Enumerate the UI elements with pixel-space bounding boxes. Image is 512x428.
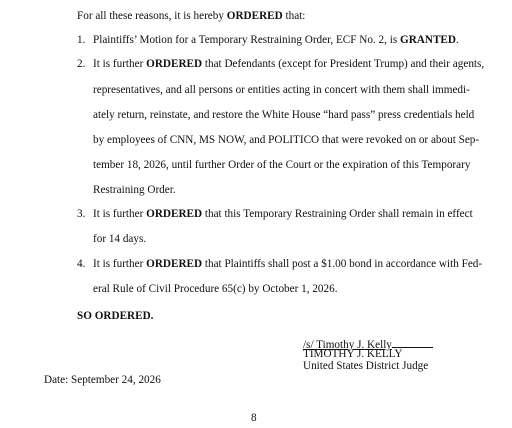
item-3-number: 3. [77,208,86,220]
item-1-number: 1. [77,34,86,46]
signature-underline [392,337,433,348]
item-text: It is further [93,58,147,70]
item-text: that Plaintiffs shall post a $1.00 bond in accordance with Fed- [202,258,483,270]
order-date: Date: September 24, 2026 [44,374,161,386]
item-2-line-3: ately return, reinstate, and restore the White House “hard pass” press credentials held [93,109,475,121]
item-4-line-1 [93,258,483,271]
item-text: that this Temporary Restraining Order shall remain in effect [202,208,473,220]
item-text: . [455,34,459,46]
item-3-line-2: for 14 days. [93,233,147,245]
item-4-number: 4. [77,258,86,270]
item-2-line-5: tember 18, 2026, until further Order of the Court or the expiration of this Temporary [93,159,471,171]
intro-text-end: that: [282,10,306,22]
page-number: 8 [251,412,257,424]
judge-name: TIMOTHY J. KELLY [303,348,403,360]
item-4-line-2: eral Rule of Civil Procedure 65(c) by October 1, 2026. [93,283,338,295]
item-text: that Defendants (except for President Trump) and their agents, [202,58,485,70]
item-2-line-1 [93,58,485,71]
so-ordered [77,310,153,323]
judge-title: United States District Judge [303,360,429,372]
so-ordered-text: SO ORDERED. [77,310,154,322]
ordered-text: ORDERED [146,58,203,70]
e-signature: /s/ Timothy J. Kelly [303,339,392,351]
ordered-text: ORDERED [146,258,203,270]
intro-line [77,10,305,23]
intro-text: For all these reasons, it is hereby [77,10,227,22]
item-2-line-6: Restraining Order. [93,184,176,196]
item-1-line-1 [93,34,459,47]
item-text: It is further [93,208,147,220]
intro-ordered: ORDERED [226,10,283,22]
item-text: It is further [93,258,147,270]
item-3-line-1 [93,208,473,221]
item-2-line-2: representatives, and all persons or entities acting in concert with them shall immedi- [93,84,470,96]
item-2-number: 2. [77,58,86,70]
item-2-line-4: by employees of CNN, MS NOW, and POLITICO that were revoked on or about Sep- [93,134,480,146]
item-text: Plaintiffs’ Motion for a Temporary Restraining Order, ECF No. 2, is [93,34,401,46]
granted-text: GRANTED [400,34,456,46]
ordered-text: ORDERED [146,208,203,220]
